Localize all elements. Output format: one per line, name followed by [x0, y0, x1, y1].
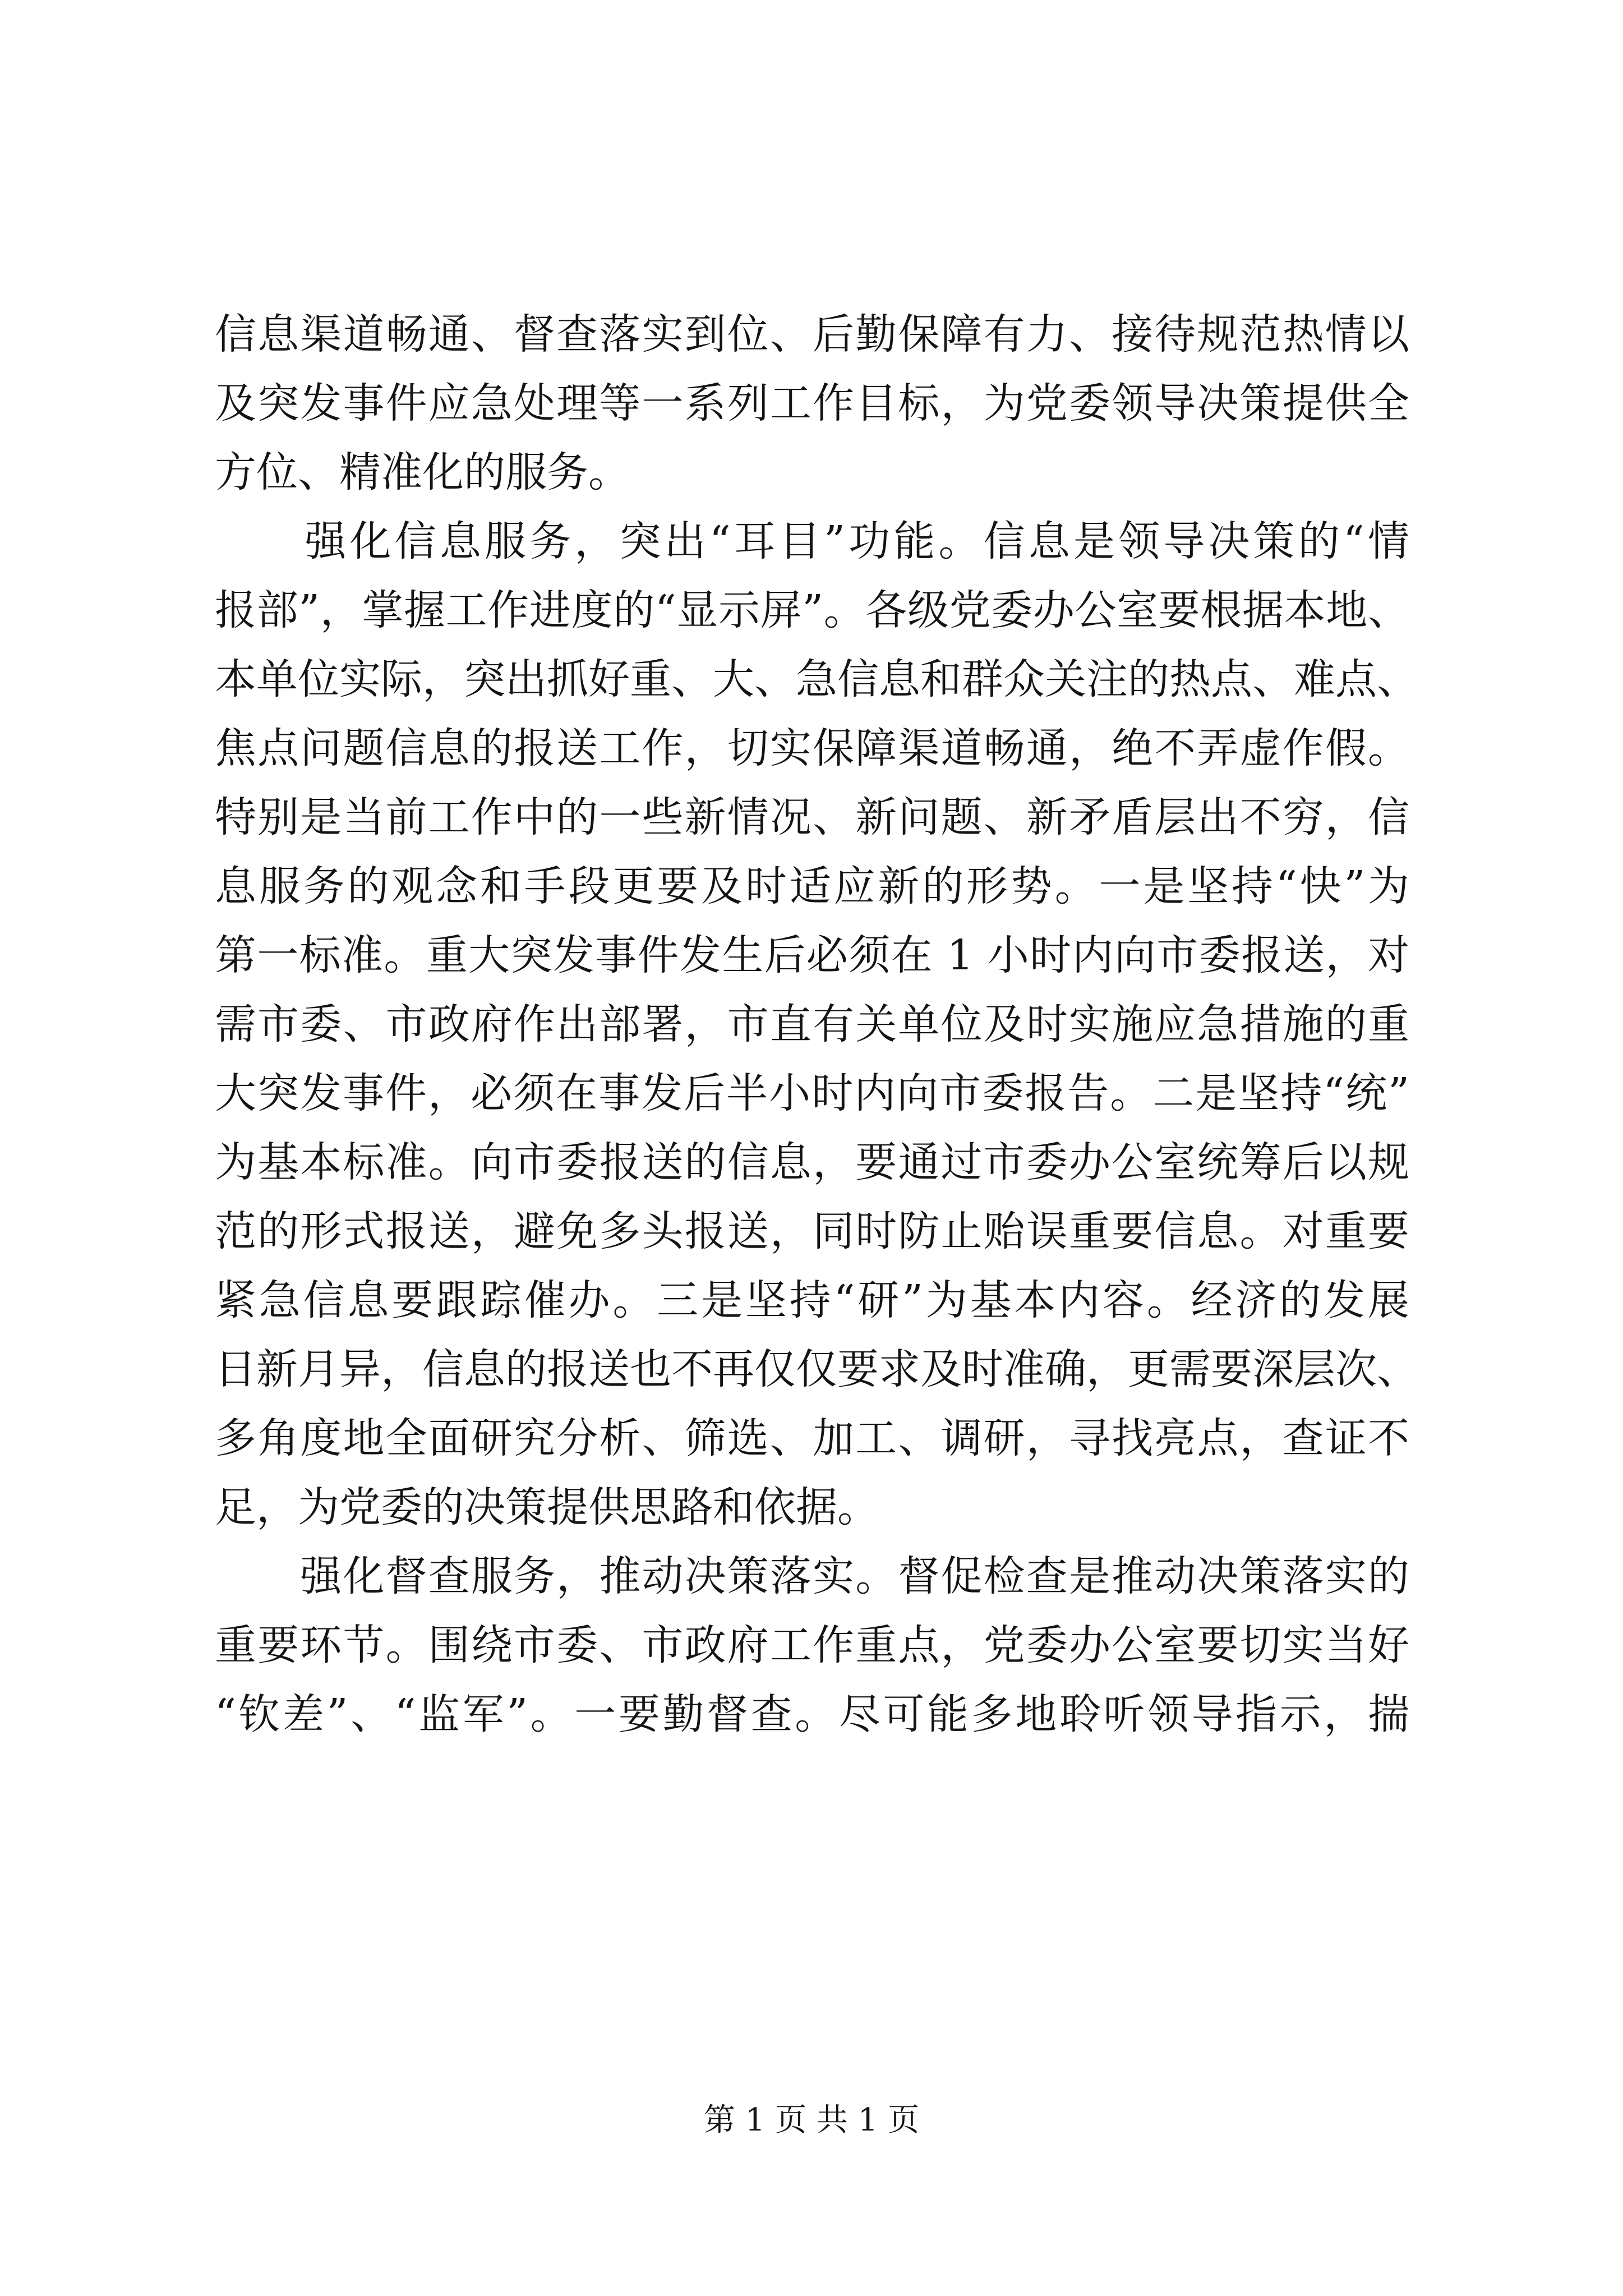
text-line: 多角度地全面研究分析、筛选、加工、调研，寻找亮点，查证不	[215, 1414, 1409, 1462]
body-text	[215, 300, 1418, 1749]
text-line: 本单位实际，突出抓好重、大、急信息和群众关注的热点、难点、	[215, 655, 1418, 703]
text-line: 大突发事件，必须在事发后半小时内向市委报告。二是坚持“统”	[215, 1069, 1409, 1117]
text-line: 范的形式报送，避免多头报送，同时防止贻误重要信息。对重要	[215, 1207, 1409, 1255]
text-line: 焦点问题信息的报送工作，切实保障渠道畅通，绝不弄虚作假。	[215, 724, 1409, 772]
text-line: 为基本标准。向市委报送的信息，要通过市委办公室统筹后以规	[215, 1138, 1409, 1186]
text-line: 报部”，掌握工作进度的“显示屏”。各级党委办公室要根据本地、	[215, 586, 1409, 634]
text-line: 足，为党委的决策提供思路和依据。	[215, 1483, 879, 1531]
text-line: 特别是当前工作中的一些新情况、新问题、新矛盾层出不穷，信	[215, 793, 1409, 841]
text-line: 第一标准。重大突发事件发生后必须在 1 小时内向市委报送，对	[215, 931, 1409, 979]
text-line: 强化信息服务，突出“耳目”功能。信息是领导决策的“情	[215, 517, 1409, 565]
text-line: “钦差”、“监军”。一要勤督查。尽可能多地聆听领导指示，揣	[215, 1690, 1409, 1738]
text-line: 强化督查服务，推动决策落实。督促检查是推动决策落实的	[215, 1552, 1409, 1600]
text-line: 信息渠道畅通、督查落实到位、后勤保障有力、接待规范热情以	[215, 310, 1409, 358]
page-number-label: 第 1 页 共 1 页	[703, 2102, 920, 2138]
text-line: 日新月异，信息的报送也不再仅仅要求及时准确，更需要深层次、	[215, 1345, 1418, 1393]
text-line: 重要环节。围绕市委、市政府工作重点，党委办公室要切实当好	[215, 1621, 1409, 1669]
page-footer	[0, 2098, 1623, 2143]
text-line: 紧急信息要跟踪催办。三是坚持“研”为基本内容。经济的发展	[215, 1276, 1409, 1324]
text-line: 息服务的观念和手段更要及时适应新的形势。一是坚持“快”为	[215, 862, 1409, 910]
text-line: 及突发事件应急处理等一系列工作目标，为党委领导决策提供全	[215, 379, 1409, 427]
text-line: 方位、精准化的服务。	[215, 448, 630, 496]
text-line: 需市委、市政府作出部署，市直有关单位及时实施应急措施的重	[215, 1000, 1409, 1048]
